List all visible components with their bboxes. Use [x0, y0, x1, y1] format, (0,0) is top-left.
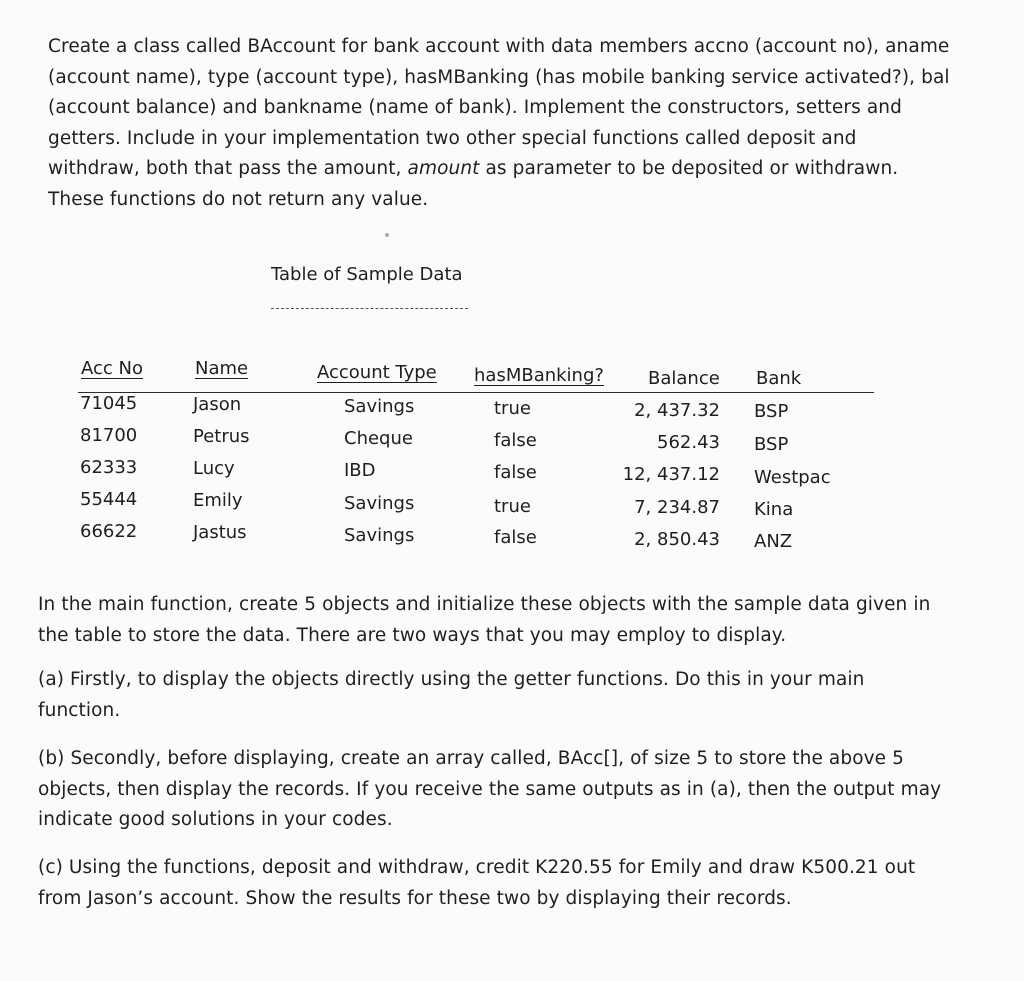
table-cell-name: Jastus — [193, 522, 247, 543]
text-line: function. — [38, 699, 121, 721]
part-c-paragraph — [38, 853, 988, 914]
text-line: (c) Using the functions, deposit and withdraw, credit K220.55 for Emily and draw K500.21 out — [38, 857, 916, 878]
table-cell-mbanking: false — [494, 462, 537, 483]
table-cell-acc-no: 55444 — [80, 489, 138, 510]
text-line — [48, 154, 978, 185]
text-line: indicate good solutions in your codes. — [38, 809, 393, 830]
table-cell-acc-no: 62333 — [80, 457, 138, 478]
table-cell-name: Jason — [193, 394, 242, 415]
text-line: the table to store the data. There are two ways that you may employ to display. — [38, 624, 787, 646]
column-header-bank: Bank — [756, 368, 802, 389]
table-cell-acc-no: 66622 — [80, 521, 138, 542]
table-cell-type: IBD — [344, 460, 376, 481]
column-header-balance: Balance — [648, 368, 720, 389]
main-function-paragraph — [38, 590, 988, 651]
text-line: objects, then display the records. If you receive the same outputs as in (a), then the output may — [38, 778, 942, 800]
table-cell-balance: 7, 234.87 — [634, 497, 720, 518]
table-cell-bank: Kina — [754, 499, 794, 520]
table-cell-name: Lucy — [193, 458, 235, 479]
table-cell-balance: 562.43 — [657, 432, 720, 453]
part-a-paragraph — [38, 665, 988, 726]
table-cell-mbanking: false — [494, 430, 537, 451]
text-line: These functions do not return any value. — [48, 188, 429, 210]
column-header-acc-no: Acc No — [81, 358, 143, 379]
text-line: getters. Include in your implementation two other special functions called deposit and — [48, 127, 857, 149]
scan-speck — [385, 233, 389, 237]
table-cell-acc-no: 71045 — [80, 393, 138, 414]
text-segment: as parameter to be deposited or withdrawn. — [479, 158, 899, 179]
dashed-divider — [271, 308, 468, 309]
text-line: (account name), type (account type), hasMBanking (has mobile banking service activated?), bal — [48, 66, 950, 88]
table-cell-bank: Westpac — [754, 467, 831, 488]
table-cell-type: Savings — [344, 396, 415, 417]
emphasized-term: amount — [407, 158, 480, 179]
table-cell-mbanking: false — [494, 527, 537, 548]
text-line: (a) Firstly, to display the objects directly using the getter functions. Do this in your main — [38, 669, 865, 690]
table-cell-mbanking: true — [494, 398, 531, 419]
part-b-paragraph — [38, 744, 988, 836]
text-line: (b) Secondly, before displaying, create an array called, BAcc[], of size 5 to store the above 5 — [38, 748, 905, 769]
text-line: Create a class called BAccount for bank account with data members accno (account no), aname — [48, 36, 950, 57]
table-cell-type: Cheque — [344, 428, 413, 449]
table-title: Table of Sample Data — [271, 264, 463, 285]
table-cell-name: Petrus — [193, 426, 250, 447]
table-cell-bank: ANZ — [754, 531, 793, 552]
table-cell-name: Emily — [193, 490, 243, 511]
table-cell-acc-no: 81700 — [80, 425, 138, 446]
column-header-account-type: Account Type — [317, 362, 437, 383]
text-line: (account balance) and bankname (name of bank). Implement the constructors, setters and — [48, 97, 902, 118]
table-cell-bank: BSP — [754, 401, 789, 422]
table-cell-balance: 2, 850.43 — [634, 529, 720, 550]
column-header-has-mbanking: hasMBanking? — [474, 365, 604, 386]
table-cell-bank: BSP — [754, 434, 789, 455]
text-line: In the main function, create 5 objects and initialize these objects with the sample data given in — [38, 594, 931, 615]
table-cell-type: Savings — [344, 493, 415, 514]
column-header-name: Name — [195, 358, 249, 379]
header-rule — [78, 392, 874, 393]
text-segment: withdraw, both that pass the amount, — [48, 158, 408, 179]
table-cell-type: Savings — [344, 525, 415, 546]
text-line: from Jason’s account. Show the results for these two by displaying their records. — [38, 887, 792, 909]
table-cell-balance: 2, 437.32 — [634, 400, 720, 421]
table-cell-mbanking: true — [494, 496, 531, 517]
intro-paragraph — [48, 32, 978, 215]
table-cell-balance: 12, 437.12 — [622, 464, 720, 485]
